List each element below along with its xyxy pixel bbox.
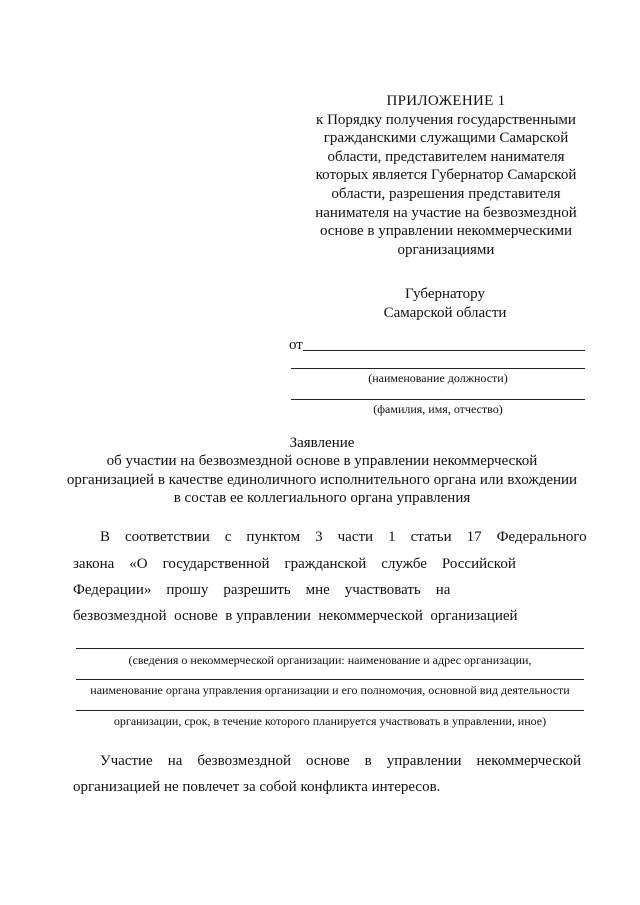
statement-title: Заявление: [289, 435, 355, 451]
body-line-5: Участие на безвозмездной основе в управлении некоммерческой: [100, 753, 582, 769]
org-caption-3: организации, срок, в течение которого планируется участвовать в управлении, иное): [113, 714, 547, 728]
statement-line-1: об участии на безвозмездной основе в управлении некоммерческой: [106, 453, 538, 470]
appendix-line-4: которых является Губернатор Самарской: [315, 167, 577, 184]
name-caption: (фамилия, имя, отчество): [373, 402, 503, 416]
body-line-4: безвозмездной основе в управлении некоммерческой организацией: [73, 608, 518, 624]
org-caption-2: наименование органа управления организации и его полномочия, основной вид деятельности: [90, 683, 570, 697]
org-info-line-2[interactable]: [76, 679, 584, 680]
appendix-header: [300, 92, 592, 259]
appendix-line-1: к Порядку получения государственными: [316, 111, 576, 128]
from-field-line[interactable]: [303, 350, 585, 351]
recipient-line-2: Самарской области: [383, 304, 507, 321]
body-line-2: закона «О государственной гражданской службе Российской: [73, 556, 516, 572]
appendix-line-6: нанимателя на участие на безвозмездной: [315, 204, 577, 221]
appendix-title: ПРИЛОЖЕНИЕ 1: [386, 93, 506, 109]
position-caption: (наименование должности): [368, 371, 508, 385]
body-line-3: Федерации» прошу разрешить мне участвовать на: [73, 582, 451, 598]
name-field-line[interactable]: [291, 399, 585, 400]
appendix-line-5: области, разрешения представителя: [331, 185, 561, 202]
recipient-block: [345, 285, 545, 322]
statement-header: [62, 434, 582, 507]
position-field-line[interactable]: [291, 368, 585, 369]
recipient-line-1: Губернатору: [405, 286, 485, 302]
org-caption-1: (сведения о некоммерческой организации: наименование и адрес организации,: [128, 653, 532, 667]
from-label: от: [289, 337, 303, 353]
statement-line-2: организацией в качестве единоличного исполнительного органа или вхождении: [66, 471, 578, 488]
body-line-6: организацией не повлечет за собой конфликта интересов.: [73, 779, 441, 795]
body-line-1: В соответствии с пунктом 3 части 1 статьи 17 Федерального: [100, 529, 587, 545]
statement-line-3: в состав ее коллегиального органа управления: [173, 489, 471, 506]
appendix-line-3: области, представителем нанимателя: [327, 148, 565, 165]
org-info-line-3[interactable]: [76, 710, 584, 711]
appendix-line-7: основе в управлении некоммерческими: [319, 223, 573, 240]
appendix-line-8: организациями: [397, 241, 495, 258]
appendix-line-2: гражданскими служащими Самарской: [323, 130, 569, 147]
org-info-line-1[interactable]: [76, 648, 584, 649]
